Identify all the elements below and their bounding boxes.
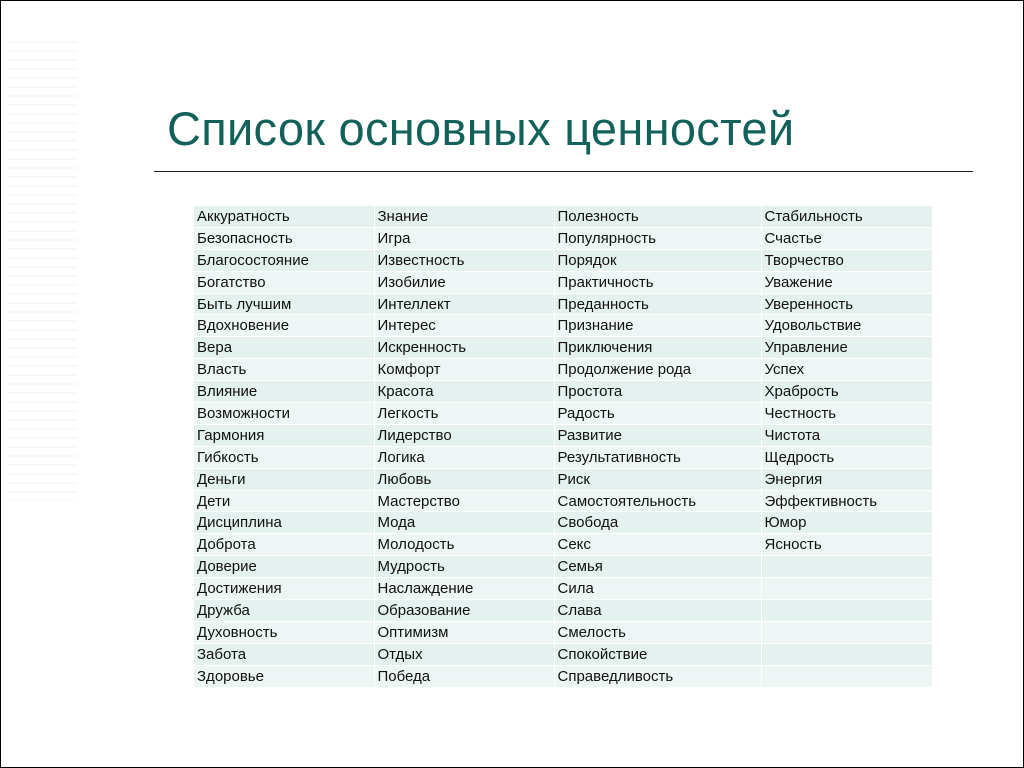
table-row bbox=[194, 578, 932, 600]
table-cell: Щедрость bbox=[761, 446, 932, 468]
table-row bbox=[194, 293, 932, 315]
table-cell: Лидерство bbox=[374, 424, 554, 446]
table-row bbox=[194, 249, 932, 271]
table-row bbox=[194, 490, 932, 512]
table-cell: Развитие bbox=[554, 424, 761, 446]
table-cell: Дети bbox=[194, 490, 374, 512]
table-cell: Благосостояние bbox=[194, 249, 374, 271]
table-cell: Знание bbox=[374, 206, 554, 227]
table-cell: Красота bbox=[374, 381, 554, 403]
title-divider bbox=[154, 171, 973, 172]
table-cell: Игра bbox=[374, 227, 554, 249]
table-row bbox=[194, 468, 932, 490]
table-cell: Счастье bbox=[761, 227, 932, 249]
table-cell: Духовность bbox=[194, 621, 374, 643]
table-cell: Забота bbox=[194, 643, 374, 665]
table-cell: Гибкость bbox=[194, 446, 374, 468]
table-cell: Вера bbox=[194, 337, 374, 359]
table-row bbox=[194, 315, 932, 337]
table-cell: Доверие bbox=[194, 556, 374, 578]
table-cell: Уважение bbox=[761, 271, 932, 293]
table-cell: Известность bbox=[374, 249, 554, 271]
table-cell: Семья bbox=[554, 556, 761, 578]
table-cell: Вдохновение bbox=[194, 315, 374, 337]
table-row bbox=[194, 227, 932, 249]
table-cell: Порядок bbox=[554, 249, 761, 271]
table-cell: Аккуратность bbox=[194, 206, 374, 227]
values-table bbox=[194, 206, 933, 688]
table-cell: Мудрость bbox=[374, 556, 554, 578]
table-cell: Мастерство bbox=[374, 490, 554, 512]
table-cell: Сила bbox=[554, 578, 761, 600]
table-row bbox=[194, 271, 932, 293]
table-cell bbox=[761, 665, 932, 687]
table-cell bbox=[761, 621, 932, 643]
table-row bbox=[194, 403, 932, 425]
table-cell: Радость bbox=[554, 403, 761, 425]
table-cell: Гармония bbox=[194, 424, 374, 446]
table-cell: Возможности bbox=[194, 403, 374, 425]
table-cell: Молодость bbox=[374, 534, 554, 556]
table-cell: Логика bbox=[374, 446, 554, 468]
table-row bbox=[194, 556, 932, 578]
table-cell: Смелость bbox=[554, 621, 761, 643]
table-cell: Энергия bbox=[761, 468, 932, 490]
table-cell: Секс bbox=[554, 534, 761, 556]
table-cell: Доброта bbox=[194, 534, 374, 556]
table-row bbox=[194, 643, 932, 665]
table-cell: Легкость bbox=[374, 403, 554, 425]
table-cell: Отдых bbox=[374, 643, 554, 665]
table-cell: Признание bbox=[554, 315, 761, 337]
table-row bbox=[194, 446, 932, 468]
table-cell: Творчество bbox=[761, 249, 932, 271]
table-cell: Полезность bbox=[554, 206, 761, 227]
table-cell: Стабильность bbox=[761, 206, 932, 227]
table-cell: Управление bbox=[761, 337, 932, 359]
table-cell: Любовь bbox=[374, 468, 554, 490]
slide-title: Список основных ценностей bbox=[167, 102, 795, 155]
table-cell: Простота bbox=[554, 381, 761, 403]
values-table-body bbox=[194, 206, 932, 687]
table-cell: Риск bbox=[554, 468, 761, 490]
table-row bbox=[194, 621, 932, 643]
table-cell: Удовольствие bbox=[761, 315, 932, 337]
table-cell: Влияние bbox=[194, 381, 374, 403]
table-cell: Дружба bbox=[194, 600, 374, 622]
table-row bbox=[194, 337, 932, 359]
table-cell: Справедливость bbox=[554, 665, 761, 687]
table-cell: Изобилие bbox=[374, 271, 554, 293]
table-cell bbox=[761, 643, 932, 665]
table-cell: Слава bbox=[554, 600, 761, 622]
table-cell: Безопасность bbox=[194, 227, 374, 249]
table-cell: Образование bbox=[374, 600, 554, 622]
table-cell: Популярность bbox=[554, 227, 761, 249]
table-cell: Юмор bbox=[761, 512, 932, 534]
table-row bbox=[194, 359, 932, 381]
table-row bbox=[194, 534, 932, 556]
table-cell: Преданность bbox=[554, 293, 761, 315]
table-cell: Приключения bbox=[554, 337, 761, 359]
table-cell: Свобода bbox=[554, 512, 761, 534]
table-cell: Деньги bbox=[194, 468, 374, 490]
table-cell: Власть bbox=[194, 359, 374, 381]
table-cell: Чистота bbox=[761, 424, 932, 446]
table-row bbox=[194, 206, 932, 227]
table-cell: Эффективность bbox=[761, 490, 932, 512]
table-cell bbox=[761, 556, 932, 578]
table-cell: Наслаждение bbox=[374, 578, 554, 600]
table-row bbox=[194, 381, 932, 403]
table-row bbox=[194, 600, 932, 622]
table-cell bbox=[761, 578, 932, 600]
table-cell: Успех bbox=[761, 359, 932, 381]
table-cell: Мода bbox=[374, 512, 554, 534]
table-cell: Самостоятельность bbox=[554, 490, 761, 512]
table-cell: Комфорт bbox=[374, 359, 554, 381]
table-cell: Спокойствие bbox=[554, 643, 761, 665]
table-row bbox=[194, 424, 932, 446]
table-cell: Интерес bbox=[374, 315, 554, 337]
table-cell: Достижения bbox=[194, 578, 374, 600]
table-cell bbox=[761, 600, 932, 622]
table-row bbox=[194, 512, 932, 534]
table-row bbox=[194, 665, 932, 687]
table-cell: Честность bbox=[761, 403, 932, 425]
table-cell: Богатство bbox=[194, 271, 374, 293]
table-cell: Храбрость bbox=[761, 381, 932, 403]
table-cell: Дисциплина bbox=[194, 512, 374, 534]
table-cell: Искренность bbox=[374, 337, 554, 359]
table-cell: Интеллект bbox=[374, 293, 554, 315]
table-cell: Продолжение рода bbox=[554, 359, 761, 381]
table-cell: Уверенность bbox=[761, 293, 932, 315]
table-cell: Здоровье bbox=[194, 665, 374, 687]
table-cell: Оптимизм bbox=[374, 621, 554, 643]
table-cell: Практичность bbox=[554, 271, 761, 293]
table-cell: Победа bbox=[374, 665, 554, 687]
table-cell: Ясность bbox=[761, 534, 932, 556]
table-cell: Результативность bbox=[554, 446, 761, 468]
slide-edge-decoration bbox=[7, 41, 77, 501]
table-cell: Быть лучшим bbox=[194, 293, 374, 315]
